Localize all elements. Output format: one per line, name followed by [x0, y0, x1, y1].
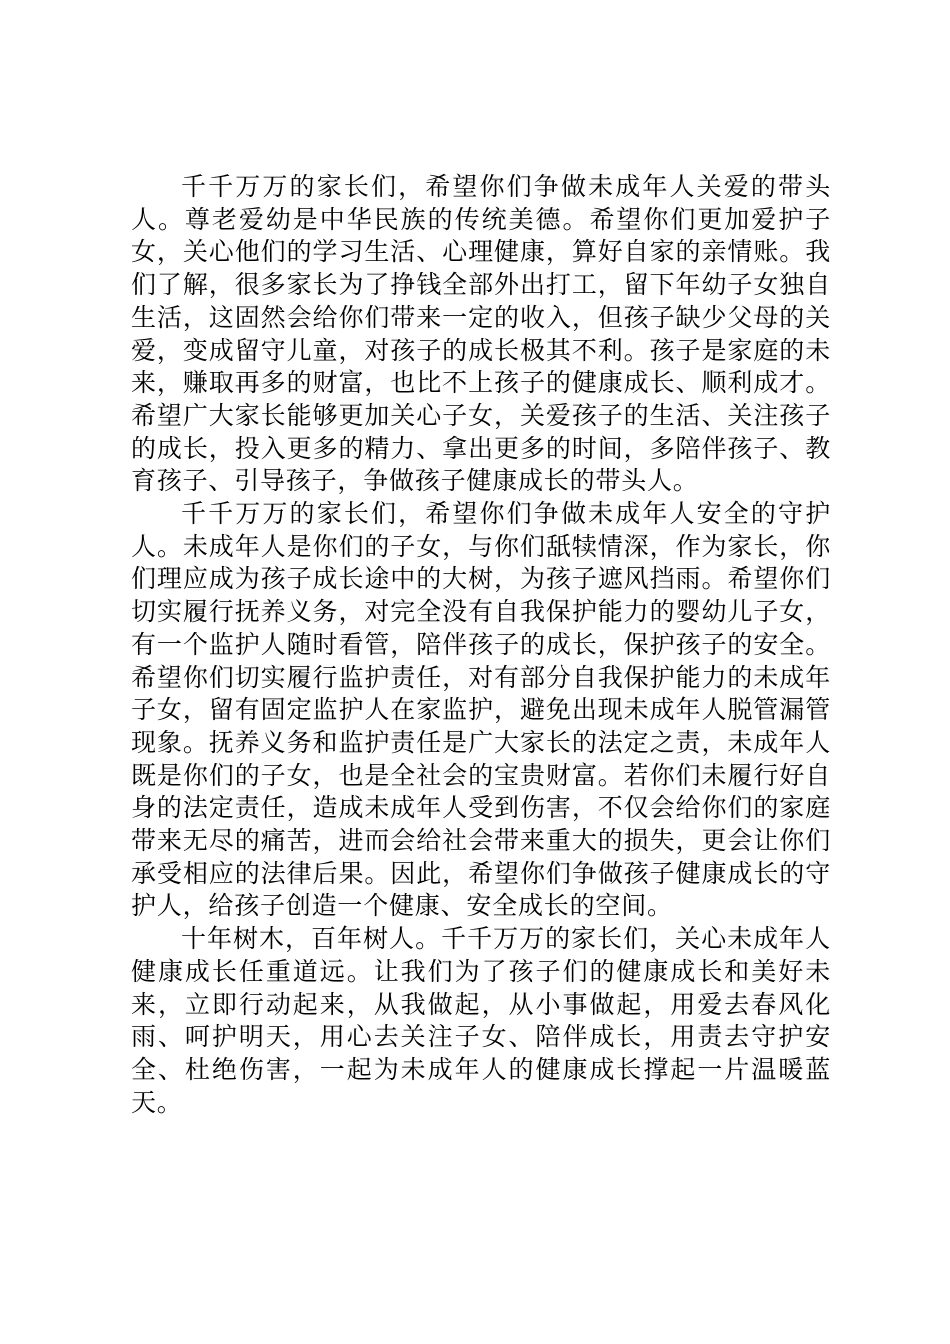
document-body	[131, 171, 831, 1119]
paragraph-care-leader: 千千万万的家长们，希望你们争做未成年人关爱的带头人。尊老爱幼是中华民族的传统美德。希望你们更加爱护子女，关心他们的学习生活、心理健康，算好自家的亲情账。我们了解，很多家长为了挣钱全部外出打工，留下年幼子女独自生活，这固然会给你们带来一定的收入，但孩子缺少父母的关爱，变成留守儿童，对孩子的成长极其不利。孩子是家庭的未来，赚取再多的财富，也比不上孩子的健康成长、顺利成才。希望广大家长能够更加关心子女，关爱孩子的生活、关注孩子的成长，投入更多的精力、拿出更多的时间，多陪伴孩子、教育孩子、引导孩子，争做孩子健康成长的带头人。	[131, 172, 831, 496]
paragraph-closing-call: 十年树木，百年树人。千千万万的家长们，关心未成年人健康成长任重道远。让我们为了孩子们的健康成长和美好未来，立即行动起来，从我做起，从小事做起，用爱去春风化雨、呵护明天，用心去关注子女、陪伴成长，用责去守护安全、杜绝伤害，一起为未成年人的健康成长撑起一片温暖蓝天。	[131, 924, 831, 1117]
paragraph-safety-guardian: 千千万万的家长们，希望你们争做未成年人安全的守护人。未成年人是你们的子女，与你们舐犊情深，作为家长，你们理应成为孩子成长途中的大树，为孩子遮风挡雨。希望你们切实履行抚养义务，对完全没有自我保护能力的婴幼儿子女，有一个监护人随时看管，陪伴孩子的成长，保护孩子的安全。希望你们切实履行监护责任，对有部分自我保护能力的未成年子女，留有固定监护人在家监护，避免出现未成年人脱管漏管现象。抚养义务和监护责任是广大家长的法定之责，未成年人既是你们的子女，也是全社会的宝贵财富。若你们未履行好自身的法定责任，造成未成年人受到伤害，不仅会给你们的家庭带来无尽的痛苦，进而会给社会带来重大的损失，更会让你们承受相应的法律后果。因此，希望你们争做孩子健康成长的守护人，给孩子创造一个健康、安全成长的空间。	[131, 499, 831, 921]
